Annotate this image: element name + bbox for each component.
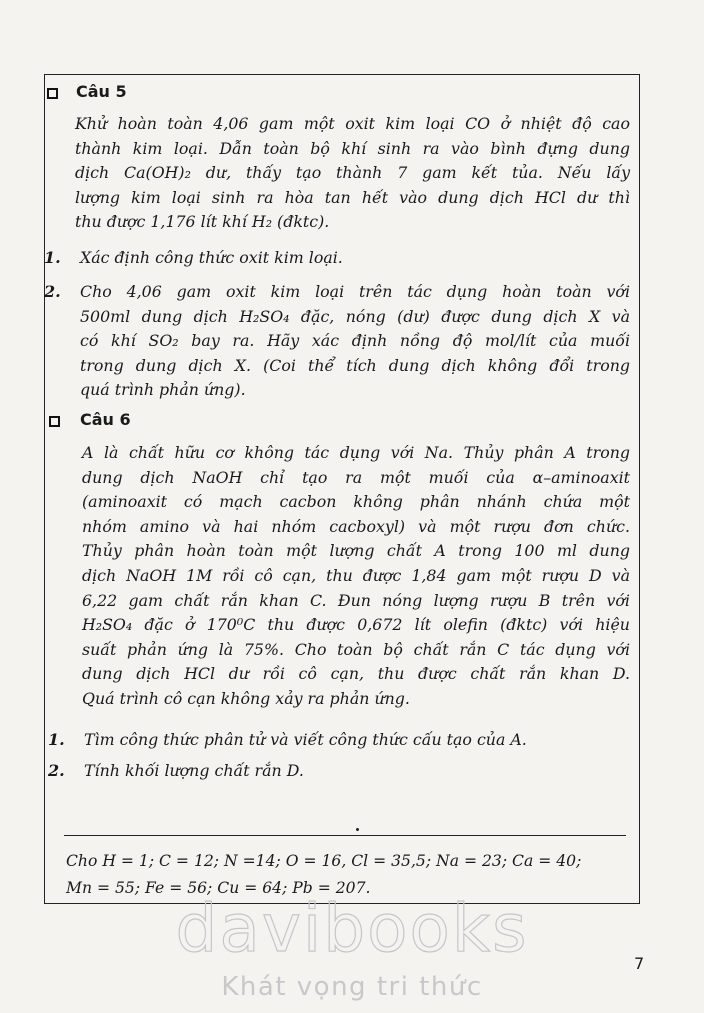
cau6-q2-number: 2. (48, 761, 65, 780)
text-line: Quá trình cô cạn không xảy ra phản ứng. (82, 688, 410, 708)
text-line: lượng kim loại sinh ra hòa tan hết vào dung dịch HCl dư thì (75, 187, 630, 207)
text-line: Tính khối lượng chất rắn D. (84, 761, 304, 780)
text-line: 6,22 gam chất rắn khan C. Đun nóng lượng rượu B trên với (82, 590, 630, 610)
cau6-q2-text (84, 759, 630, 784)
text-line: Thủy phân hoàn toàn một lượng chất A trong 100 ml dung (82, 541, 630, 561)
cau6-q1-text (84, 728, 630, 753)
text-line: A là chất hữu cơ không tác dụng với Na. Thủy phân A trong (82, 443, 630, 462)
text-line: Cho 4,06 gam oxit kim loại trên tác dụng hoàn toàn với (80, 282, 630, 301)
watermark-slogan: Khát vọng tri thức (221, 972, 483, 1002)
cau5-intro (75, 112, 630, 235)
text-line: dịch Ca(OH)₂ dư, thấy tạo thành 7 gam kết tủa. Nếu lấy (75, 163, 630, 183)
text-line: Tìm công thức phân tử và viết công thức cấu tạo của A. (84, 730, 527, 749)
cau5-title: Câu 5 (76, 82, 127, 101)
cau6-title: Câu 6 (80, 410, 131, 429)
atomic-masses-line: Cho H = 1; C = 12; N =14; O = 16, Cl = 35,5; Na = 23; Ca = 40; (66, 852, 582, 870)
watermark-brand: davibooks (175, 890, 529, 967)
text-line: (aminoaxit có mạch cacbon không phân nhánh chứa một (82, 492, 630, 512)
text-line: nhóm amino và hai nhóm cacboxyl) và một rượu đơn chức. (82, 516, 630, 536)
text-line: dung dịch NaOH chỉ tạo ra một muối của α–aminoaxit (82, 467, 630, 487)
cau5-q2-text (80, 280, 630, 403)
text-line: quá trình phản ứng). (80, 380, 246, 400)
text-line: dịch NaOH 1M rồi cô cạn, thu được 1,84 gam một rượu D và (82, 565, 630, 585)
text-line: thành kim loại. Dẫn toàn bộ khí sinh ra vào bình đựng dung (75, 138, 630, 158)
divider-line (64, 835, 626, 836)
checkbox-square-icon (47, 88, 58, 99)
text-line: H₂SO₄ đặc ở 170⁰C thu được 0,672 lít olefin (đktc) với hiệu (82, 615, 630, 635)
text-line: suất phản ứng là 75%. Cho toàn bộ chất rắn C tác dụng với (82, 639, 630, 659)
cau5-q1-number: 1. (44, 248, 61, 267)
checkbox-square-icon (49, 416, 60, 427)
atomic-masses-line: Mn = 55; Fe = 56; Cu = 64; Pb = 207. (66, 879, 371, 897)
text-line: dung dịch HCl dư rồi cô cạn, thu được chất rắn khan D. (82, 664, 630, 684)
cau6-q1-number: 1. (48, 730, 65, 749)
text-line: Xác định công thức oxit kim loại. (80, 248, 343, 267)
cau5-q2-number: 2. (44, 282, 61, 301)
text-line: 500ml dung dịch H₂SO₄ đặc, nóng (dư) được dung dịch X và (80, 306, 630, 326)
cau6-intro (82, 441, 630, 712)
text-line: Khử hoàn toàn 4,06 gam một oxit kim loại CO ở nhiệt độ cao (75, 114, 630, 133)
decorative-dot (356, 828, 359, 831)
text-line: có khí SO₂ bay ra. Hãy xác định nồng độ mol/lít của muối (80, 331, 630, 351)
text-line: trong dung dịch X. (Coi thể tích dung dịch không đổi trong (80, 355, 630, 375)
text-line: thu được 1,176 lít khí H₂ (đktc). (75, 212, 330, 232)
cau5-q1-text (80, 246, 630, 271)
page-number: 7 (634, 954, 645, 973)
